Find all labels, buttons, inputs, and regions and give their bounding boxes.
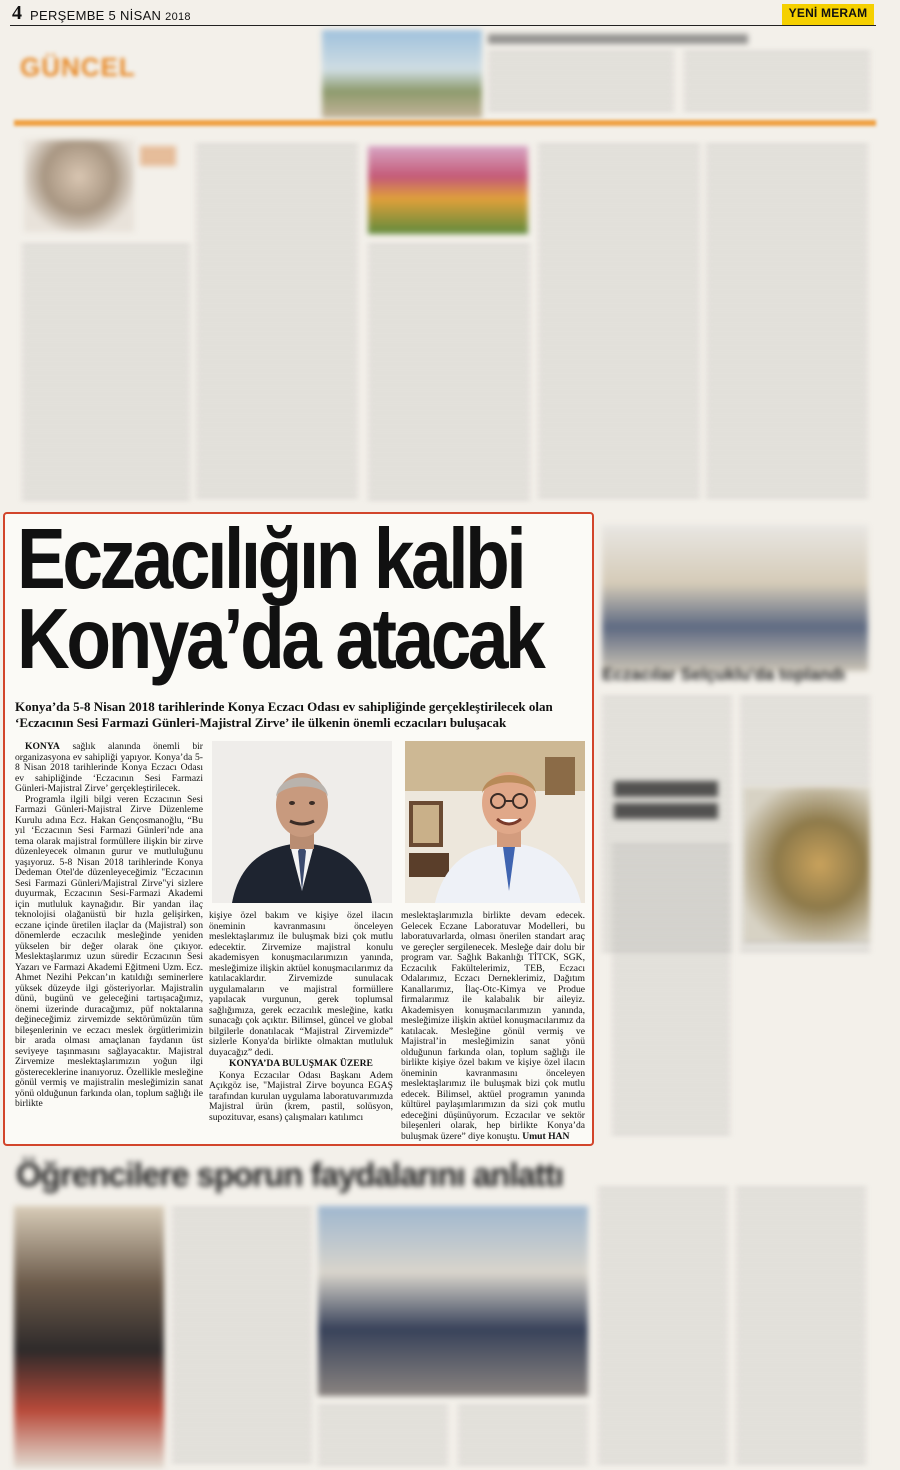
article-headline-line-1: Eczacılığın kalbi	[17, 512, 524, 607]
section-label: GÜNCEL	[20, 52, 136, 82]
article-paragraph: Konya Eczacılar Odası Başkanı Adem Açıkgöz ise, "Majistral Zirve boyunca EGAŞ tarafından kurulan uygulama laboratuvarımızda Majistral ürün (krem, pastil, solüsyon, supozituvar, esans) çalışmaları katılımcı	[209, 1069, 393, 1123]
text-block	[172, 1208, 312, 1463]
headline-bar	[614, 781, 718, 797]
top-blurred-stories	[0, 0, 900, 510]
text-block	[22, 245, 190, 500]
main-article	[3, 512, 594, 1146]
text-block	[706, 145, 868, 500]
text-block	[538, 145, 700, 500]
top-story-headline-bar	[488, 34, 748, 44]
newspaper-logo-text: YENİ MERAM	[788, 6, 868, 20]
article-paragraph: meslektaşlarımızla birlikte devam edecek. Gelecek Eczane Laboratuvar Modelleri, bu laboratuvarlarda, olması önerilen standart araç ve gereçler sergilenecek. Mesleğe dair dolu bir program var. Sağlık Bakanlığı TİTCK, SGK, Eczacılık Fakültelerimiz, TEB, Eczacı Odalarımız, Eczacı Derneklerimiz, Dağıtım Kanallarımız, İlaç-Otc-Kimya ve Produe firmalarımız ile kalabalık bir aileyiz. Akademisyen konuşmacılarımızın yanında, mesleğimize ilişkin aktüel konuşmacılarımız da katılacak. Mesleğine gönül vermiş ve Majistral’in mesleğimizin sanat yönü olduğunun farkında olan, toplum sağlığı ile birlikte kişiye özel bakım ve kişiye özel ilacın öneminin kavranmasını önceleyen meslektaşlarımız ile buluşmak bizi çok mutlu edecek. Bilimsel, aktüel programın yanında kültürel paylaşımlarımızın da sizi çok mutlu edeceğini düşünüyorum. Eczacılar ve sektör bileşenleri olarak, hep birlikte Konya’da buluşmak üzere” diye konuştu.	[401, 911, 585, 1142]
text-block	[196, 145, 358, 500]
text-block	[736, 1188, 866, 1463]
article-lead-word: KONYA	[25, 742, 60, 752]
text-block	[458, 1406, 588, 1466]
headline-bar	[614, 803, 718, 819]
article-byline: Umut HAN	[522, 1130, 570, 1142]
text-block	[598, 1188, 728, 1463]
article-paragraph: Programla ilgili bilgi veren Eczacının Sesi Farmazi Günleri-Majistral Zirve Düzenleme Kurulu adına Ecz. Hakan Gençosmanoğlu, “Bu yıl ‘Eczacının Sesi Farmazi Günleri’nde ana tema olarak majistral formüllere ilişkin bir zirve düzenleyecek olmanın gurur ve mutluluğunu yaşıyoruz. 5-8 Nisan 2018 tarihlerinde Konya Dedeman Otel'de düzenleyeceğimiz "Eczacının Sesi Farmazi Günleri/Majistral Zirve"yi sizlere duyurmak, Eczacının Sesi-Farmazi Akademi için mutluluk kaynağıdır. Bir yandan ilaç teknolojisi olağanüstü bir hızla gelişirken, eczane içinde üretilen ilaçlar da (Majistral) son dönemlerde eczacılık mesleğinde yeniden yükselen bir değer olarak öne çıkıyor. Meslektaşlarımız uzun süredir Eczacının Sesi Yazarı ve Farmazi Akademi Eğitmeni Uzm. Ecz. Ahmet Nezihi Pekcan’ın katıldığı seminerlere yüksek düzeyde ilgi gösteriyorlar. Majistralin dünü, bugünü ve geleceğini tartışacağımız, önemi üzerinde duracağımız, püf noktalarına değineceğimiz zirvemizde sektörümüzün tüm bileşenlerinin ve eczacı meslek örgütlerimizin bir arada olması amaçlanan faydanın üst seviyeye taşınmasını sağlayacaktır. Majistral Zirvemize meslektaşlarımızın yoğun ilgi göstereceklerine inanıyoruz. Özellikle mesleğine gönül vermiş ve majistralin mesleğimizin sanat yönü olduğunun farkında olan, toplum sağlığı ile birlikte	[15, 793, 203, 1109]
section-divider	[14, 120, 876, 126]
meeting-photo	[602, 525, 868, 671]
top-story-photo	[322, 30, 482, 118]
article-paragraph: sağlık alanında önemli bir organizasyona ev sahipliği yapıyor. Konya’da 5-8 Nisan 2018 tarihlerinde Konya Eczacı Odası ev sahipliğinde ‘Eczacının Sesi Farmazi Günleri-Majistral Zirve’ gerçekleştirilecek.	[15, 742, 203, 794]
columnist-name-badge	[140, 146, 176, 166]
columnist-photo	[24, 140, 134, 232]
page-number: 4	[12, 2, 22, 24]
issue-date-year: 2018	[165, 11, 191, 23]
text-block	[318, 1406, 448, 1466]
article-headline-line-2: Konya’da atacak	[17, 592, 543, 687]
portrait-photo-man-with-glasses	[405, 741, 585, 903]
bottom-blurred-story	[0, 1148, 900, 1470]
portrait-illustration	[405, 741, 585, 903]
article-subheading: KONYA’DA BULUŞMAK ÜZERE	[229, 1058, 373, 1069]
tulip-field-photo	[368, 146, 528, 234]
issue-date-day: PERŞEMBE 5 NİSAN	[30, 8, 162, 23]
text-block	[612, 845, 730, 1135]
bottom-story-headline: Öğrencilere sporun faydalarını anlattı	[16, 1156, 563, 1193]
right-lower-headline	[606, 775, 766, 835]
right-lower-text	[606, 845, 736, 1145]
article-column-3	[401, 911, 585, 1143]
right-story-headline: Eczacılar Selçuklu'da toplandı	[602, 665, 846, 684]
article-column-1	[15, 742, 203, 1142]
text-block	[684, 52, 870, 114]
text-block	[488, 52, 674, 114]
text-block	[368, 245, 530, 500]
speaker-photo	[14, 1206, 164, 1468]
article-paragraph: kişiye özel bakım ve kişiye özel ilacın öneminin kavranmasını önceleyen meslektaşlarımız ile buluşmak bizi çok mutlu edecektir. Zirvemize majistral konulu akademisyen konuşmacılarımızın yanında, mesleğimize ilişkin aktüel konuşmacılarımız da katılacaklardır. Zirvemizde sunulacak uygulamaların ve majistral formüllere yapılacak vurgunun, gerek toplumsal sağlığımıza, gerek eczacılık mesleğine, katkı sunacağı çok açıktır. Bilimsel, güncel ve global bilgilerle donatılacak “Majistral Zirvemizde” sizlerle Konya'da birlikte olmaktan mutluluk duyacağız” dedi.	[209, 911, 393, 1058]
portrait-photo-man-in-suit	[212, 741, 392, 903]
article-deck: Konya’da 5-8 Nisan 2018 tarihlerinde Konya Eczacı Odası ev sahipliğinde gerçekleştirilecek olan ‘Eczacının Sesi Farmazi Günleri-Majistral Zirve’ ile ülkenin önemli eczacıları buluşacak	[15, 699, 553, 730]
group-photo	[318, 1206, 588, 1396]
portrait-illustration	[212, 741, 392, 903]
article-column-2	[209, 911, 393, 1143]
article-headline	[17, 512, 543, 687]
